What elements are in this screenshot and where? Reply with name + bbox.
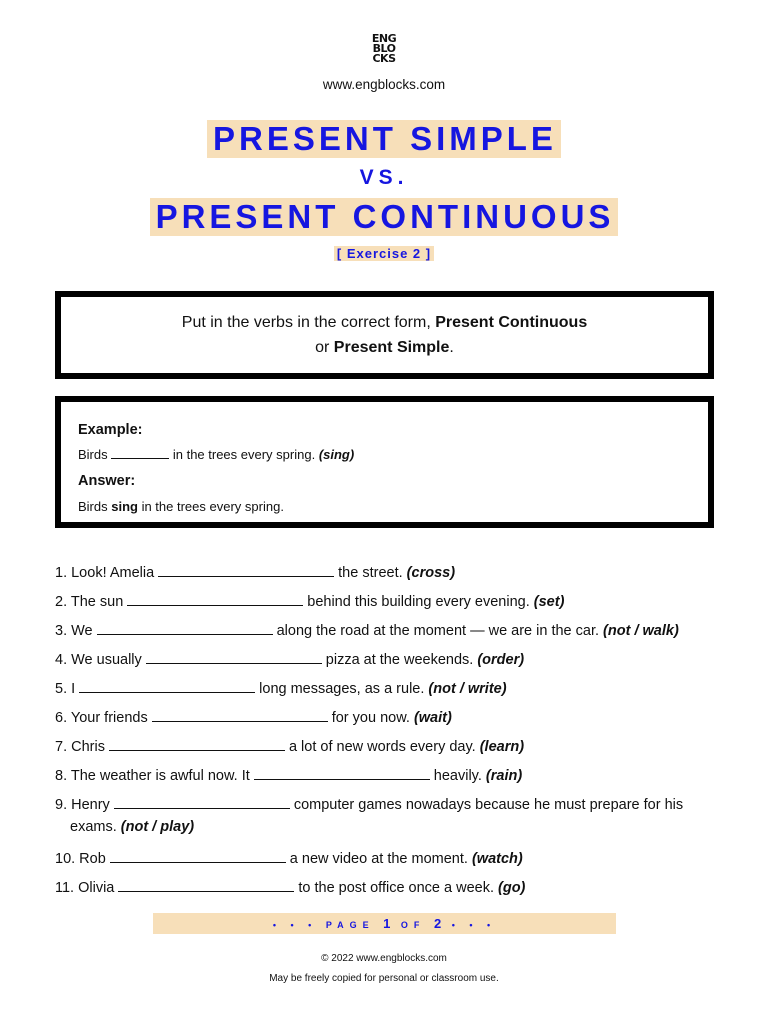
- example-box: [55, 396, 714, 528]
- example-blank: [111, 447, 169, 459]
- engblocks-logo: [366, 34, 402, 64]
- example-sentence: Birds in the trees every spring. (sing): [78, 447, 355, 462]
- answer-label: Answer:: [78, 473, 136, 489]
- answer-sentence: Birds sing in the trees every spring.: [78, 499, 284, 514]
- copyright-text: © 2022 www.engblocks.com: [321, 953, 447, 964]
- logo-line: ENG: [371, 32, 397, 45]
- example-label: Example:: [78, 422, 143, 438]
- list-item: 4. We usually pizza at the weekends. (order): [55, 649, 524, 668]
- title-line-3: PRESENT CONTINUOUS: [0, 198, 768, 236]
- answer-blank[interactable]: [114, 794, 290, 809]
- answer-blank[interactable]: [158, 562, 334, 577]
- answer-blank[interactable]: [254, 765, 430, 780]
- list-item: 5. I long messages, as a rule. (not / write): [55, 678, 507, 697]
- answer-blank[interactable]: [79, 678, 255, 693]
- logo-line: CKS: [372, 52, 396, 65]
- instructions-box: [55, 291, 714, 379]
- list-item-continuation: exams. (not / play): [70, 819, 195, 835]
- answer-blank[interactable]: [127, 591, 303, 606]
- list-item: 3. We along the road at the moment — we are in the car. (not / walk): [55, 620, 679, 639]
- answer-blank[interactable]: [110, 848, 286, 863]
- exercise-label: [ Exercise 2 ]: [0, 245, 768, 263]
- list-item: 11. Olivia to the post office once a week. (go): [55, 877, 525, 896]
- list-item: 10. Rob a new video at the moment. (watch): [55, 848, 523, 867]
- answer-blank[interactable]: [109, 736, 285, 751]
- answer-blank[interactable]: [118, 877, 294, 892]
- list-item: 8. The weather is awful now. It heavily. (rain): [55, 765, 522, 784]
- logo-line: BLO: [372, 42, 396, 55]
- title-line-1: PRESENT SIMPLE: [0, 120, 768, 158]
- answer-blank[interactable]: [152, 707, 328, 722]
- list-item: 2. The sun behind this building every evening. (set): [55, 591, 564, 610]
- page-indicator: • • • PAGE 1 OF 2 • • •: [153, 913, 616, 934]
- list-item: 7. Chris a lot of new words every day. (learn): [55, 736, 524, 755]
- answer-blank[interactable]: [97, 620, 273, 635]
- site-url[interactable]: www.engblocks.com: [322, 77, 446, 92]
- list-item: 6. Your friends for you now. (wait): [55, 707, 452, 726]
- instructions-line-1: Put in the verbs in the correct form, Present Continuous: [181, 314, 588, 331]
- license-text: May be freely copied for personal or classroom use.: [269, 973, 499, 984]
- list-item: 9. Henry computer games nowadays because he must prepare for his: [55, 794, 683, 813]
- instructions-line-2: or Present Simple.: [315, 339, 454, 356]
- answer-blank[interactable]: [146, 649, 322, 664]
- list-item: 1. Look! Amelia the street. (cross): [55, 562, 455, 581]
- title-line-2: VS.: [359, 166, 409, 189]
